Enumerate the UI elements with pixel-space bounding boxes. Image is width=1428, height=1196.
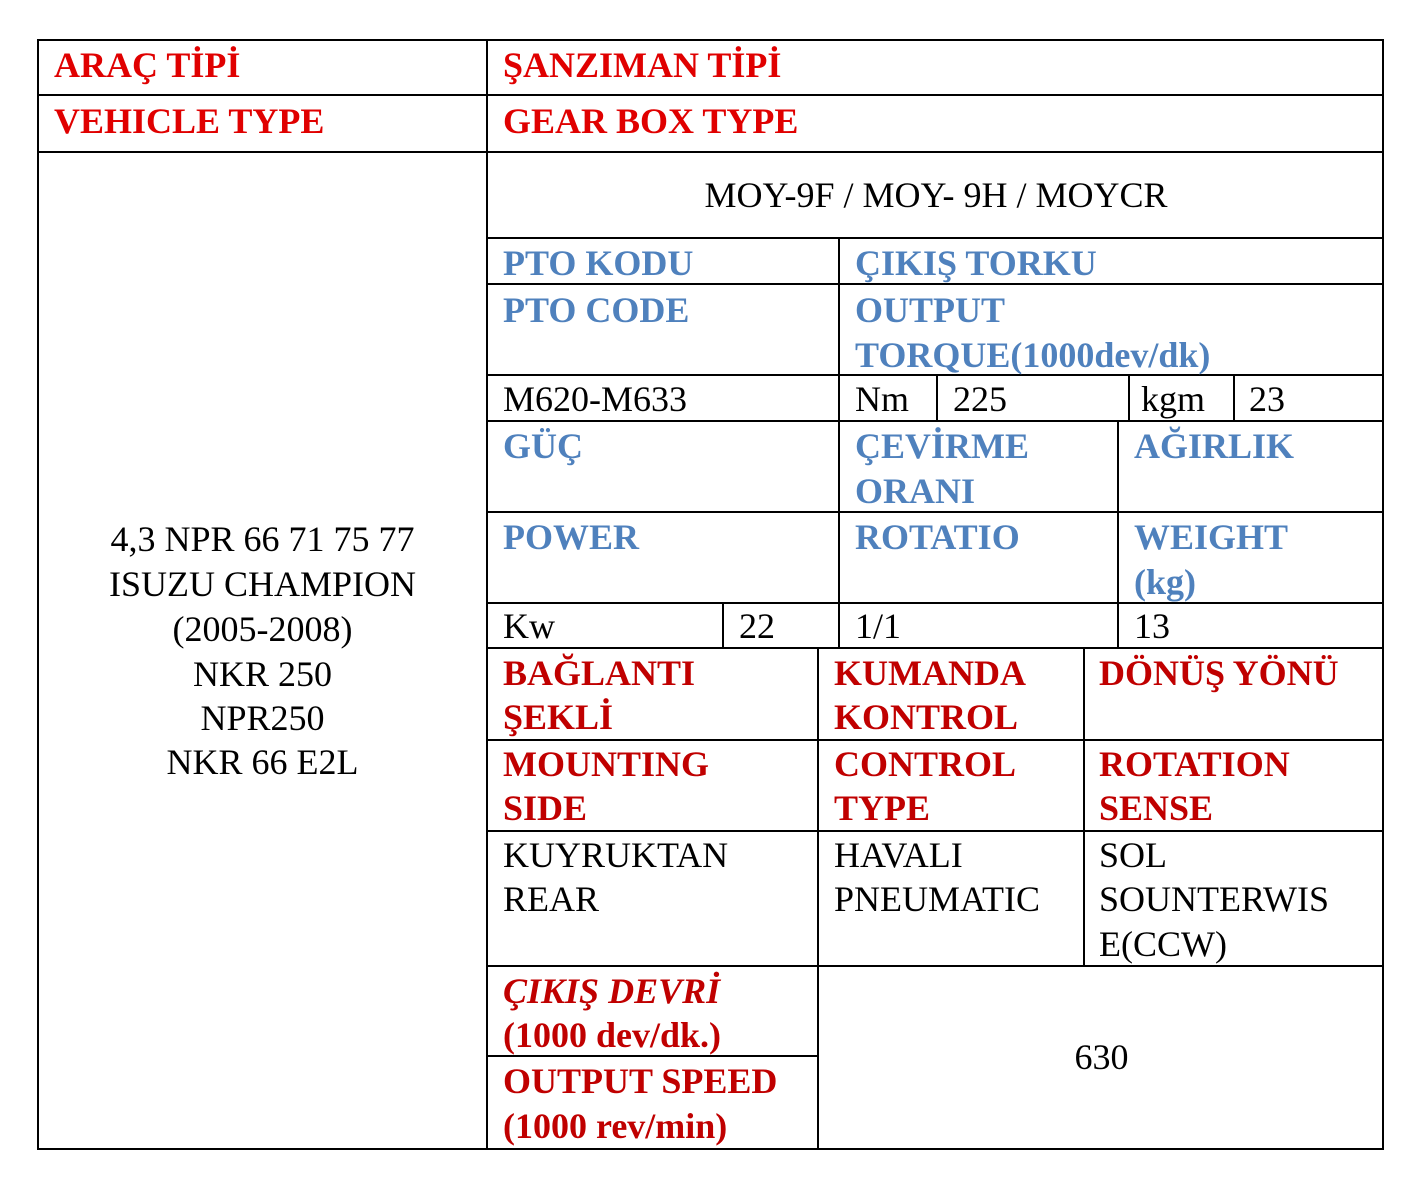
vehicle-line: NPR250 (200, 698, 325, 738)
column-divider (1233, 374, 1235, 420)
pto-code-label-tr: PTO KODU (503, 243, 694, 283)
rotation-label-en: ROTATION (1099, 744, 1290, 784)
ratio-label-en: ROTATIO (855, 517, 1020, 557)
output-speed-label-en: OUTPUT SPEED (503, 1061, 778, 1101)
gearbox-type-en: GEAR BOX TYPE (503, 101, 799, 141)
rotation-value: SOL (1099, 835, 1168, 875)
column-divider (1128, 374, 1130, 420)
rotation-label-en: SENSE (1099, 788, 1214, 828)
vehicle-line: NKR 250 (192, 654, 332, 694)
rotation-value: E(CCW) (1099, 924, 1227, 964)
gearbox-models: MOY-9F / MOY- 9H / MOYCR (704, 175, 1168, 215)
row-divider (486, 830, 1384, 832)
ratio-value: 1/1 (855, 606, 902, 646)
pto-code-label-en: PTO CODE (503, 290, 690, 330)
gearbox-type-tr: ŞANZIMAN TİPİ (503, 45, 782, 85)
row-divider (486, 647, 1384, 649)
control-label-en: TYPE (834, 788, 931, 828)
power-value: 22 (739, 606, 775, 646)
vehicle-type-en: VEHICLE TYPE (54, 101, 325, 141)
weight-label-tr: AĞIRLIK (1134, 426, 1295, 466)
output-speed-label-en: (1000 rev/min) (503, 1106, 728, 1146)
control-value: PNEUMATIC (834, 879, 1041, 919)
mounting-value: REAR (503, 879, 600, 919)
output-speed-value: 630 (1074, 1037, 1129, 1077)
column-divider (1083, 647, 1085, 965)
spec-table (37, 39, 1384, 1150)
control-value: HAVALI (834, 835, 963, 875)
mounting-value: KUYRUKTAN (503, 835, 729, 875)
torque-nm-value: 225 (953, 379, 1007, 419)
vehicle-line: ISUZU CHAMPION (108, 564, 417, 604)
control-label-tr: KONTROL (834, 697, 1019, 737)
rotation-label-tr: DÖNÜŞ YÖNÜ (1099, 653, 1339, 693)
row-divider (486, 739, 1384, 741)
mounting-label-tr: BAĞLANTI (503, 653, 696, 693)
pto-code-value: M620-M633 (503, 379, 688, 419)
torque-nm-unit: Nm (855, 379, 909, 419)
mounting-label-tr: ŞEKLİ (503, 697, 614, 737)
vehicle-line: NKR 66 E2L (166, 742, 359, 782)
column-divider (1117, 420, 1119, 647)
power-label-tr: GÜÇ (503, 426, 583, 466)
rotation-value: SOUNTERWIS (1099, 879, 1330, 919)
column-divider (722, 602, 724, 647)
output-speed-label-tr: (1000 dev/dk.) (503, 1015, 722, 1055)
row-divider (486, 237, 1384, 239)
torque-kgm-value: 23 (1249, 379, 1285, 419)
weight-value: 13 (1134, 606, 1170, 646)
mounting-label-en: MOUNTING (503, 744, 709, 784)
vehicle-type-tr: ARAÇ TİPİ (54, 45, 241, 85)
output-torque-label-en: TORQUE(1000dev/dk) (855, 335, 1211, 375)
mounting-label-en: SIDE (503, 788, 588, 828)
row-divider (486, 965, 1384, 967)
column-divider (936, 374, 938, 420)
ratio-label-tr: ORANI (855, 471, 976, 511)
row-divider (37, 94, 1384, 96)
column-divider (838, 237, 840, 647)
output-torque-label-en: OUTPUT (855, 290, 1006, 330)
weight-label-en: (kg) (1134, 562, 1196, 602)
output-torque-label-tr: ÇIKIŞ TORKU (855, 243, 1097, 283)
output-speed-label-tr: ÇIKIŞ DEVRİ (503, 971, 721, 1011)
power-unit: Kw (503, 606, 555, 646)
control-label-tr: KUMANDA (834, 653, 1026, 693)
control-label-en: CONTROL (834, 744, 1017, 784)
weight-label-en: WEIGHT (1134, 517, 1289, 557)
torque-kgm-unit: kgm (1141, 379, 1206, 419)
row-divider (486, 602, 1384, 604)
vehicle-line: (2005-2008) (172, 609, 353, 649)
vehicle-line: 4,3 NPR 66 71 75 77 (110, 519, 415, 559)
ratio-label-tr: ÇEVİRME (855, 426, 1030, 466)
row-divider (37, 151, 1384, 153)
power-label-en: POWER (503, 517, 640, 557)
